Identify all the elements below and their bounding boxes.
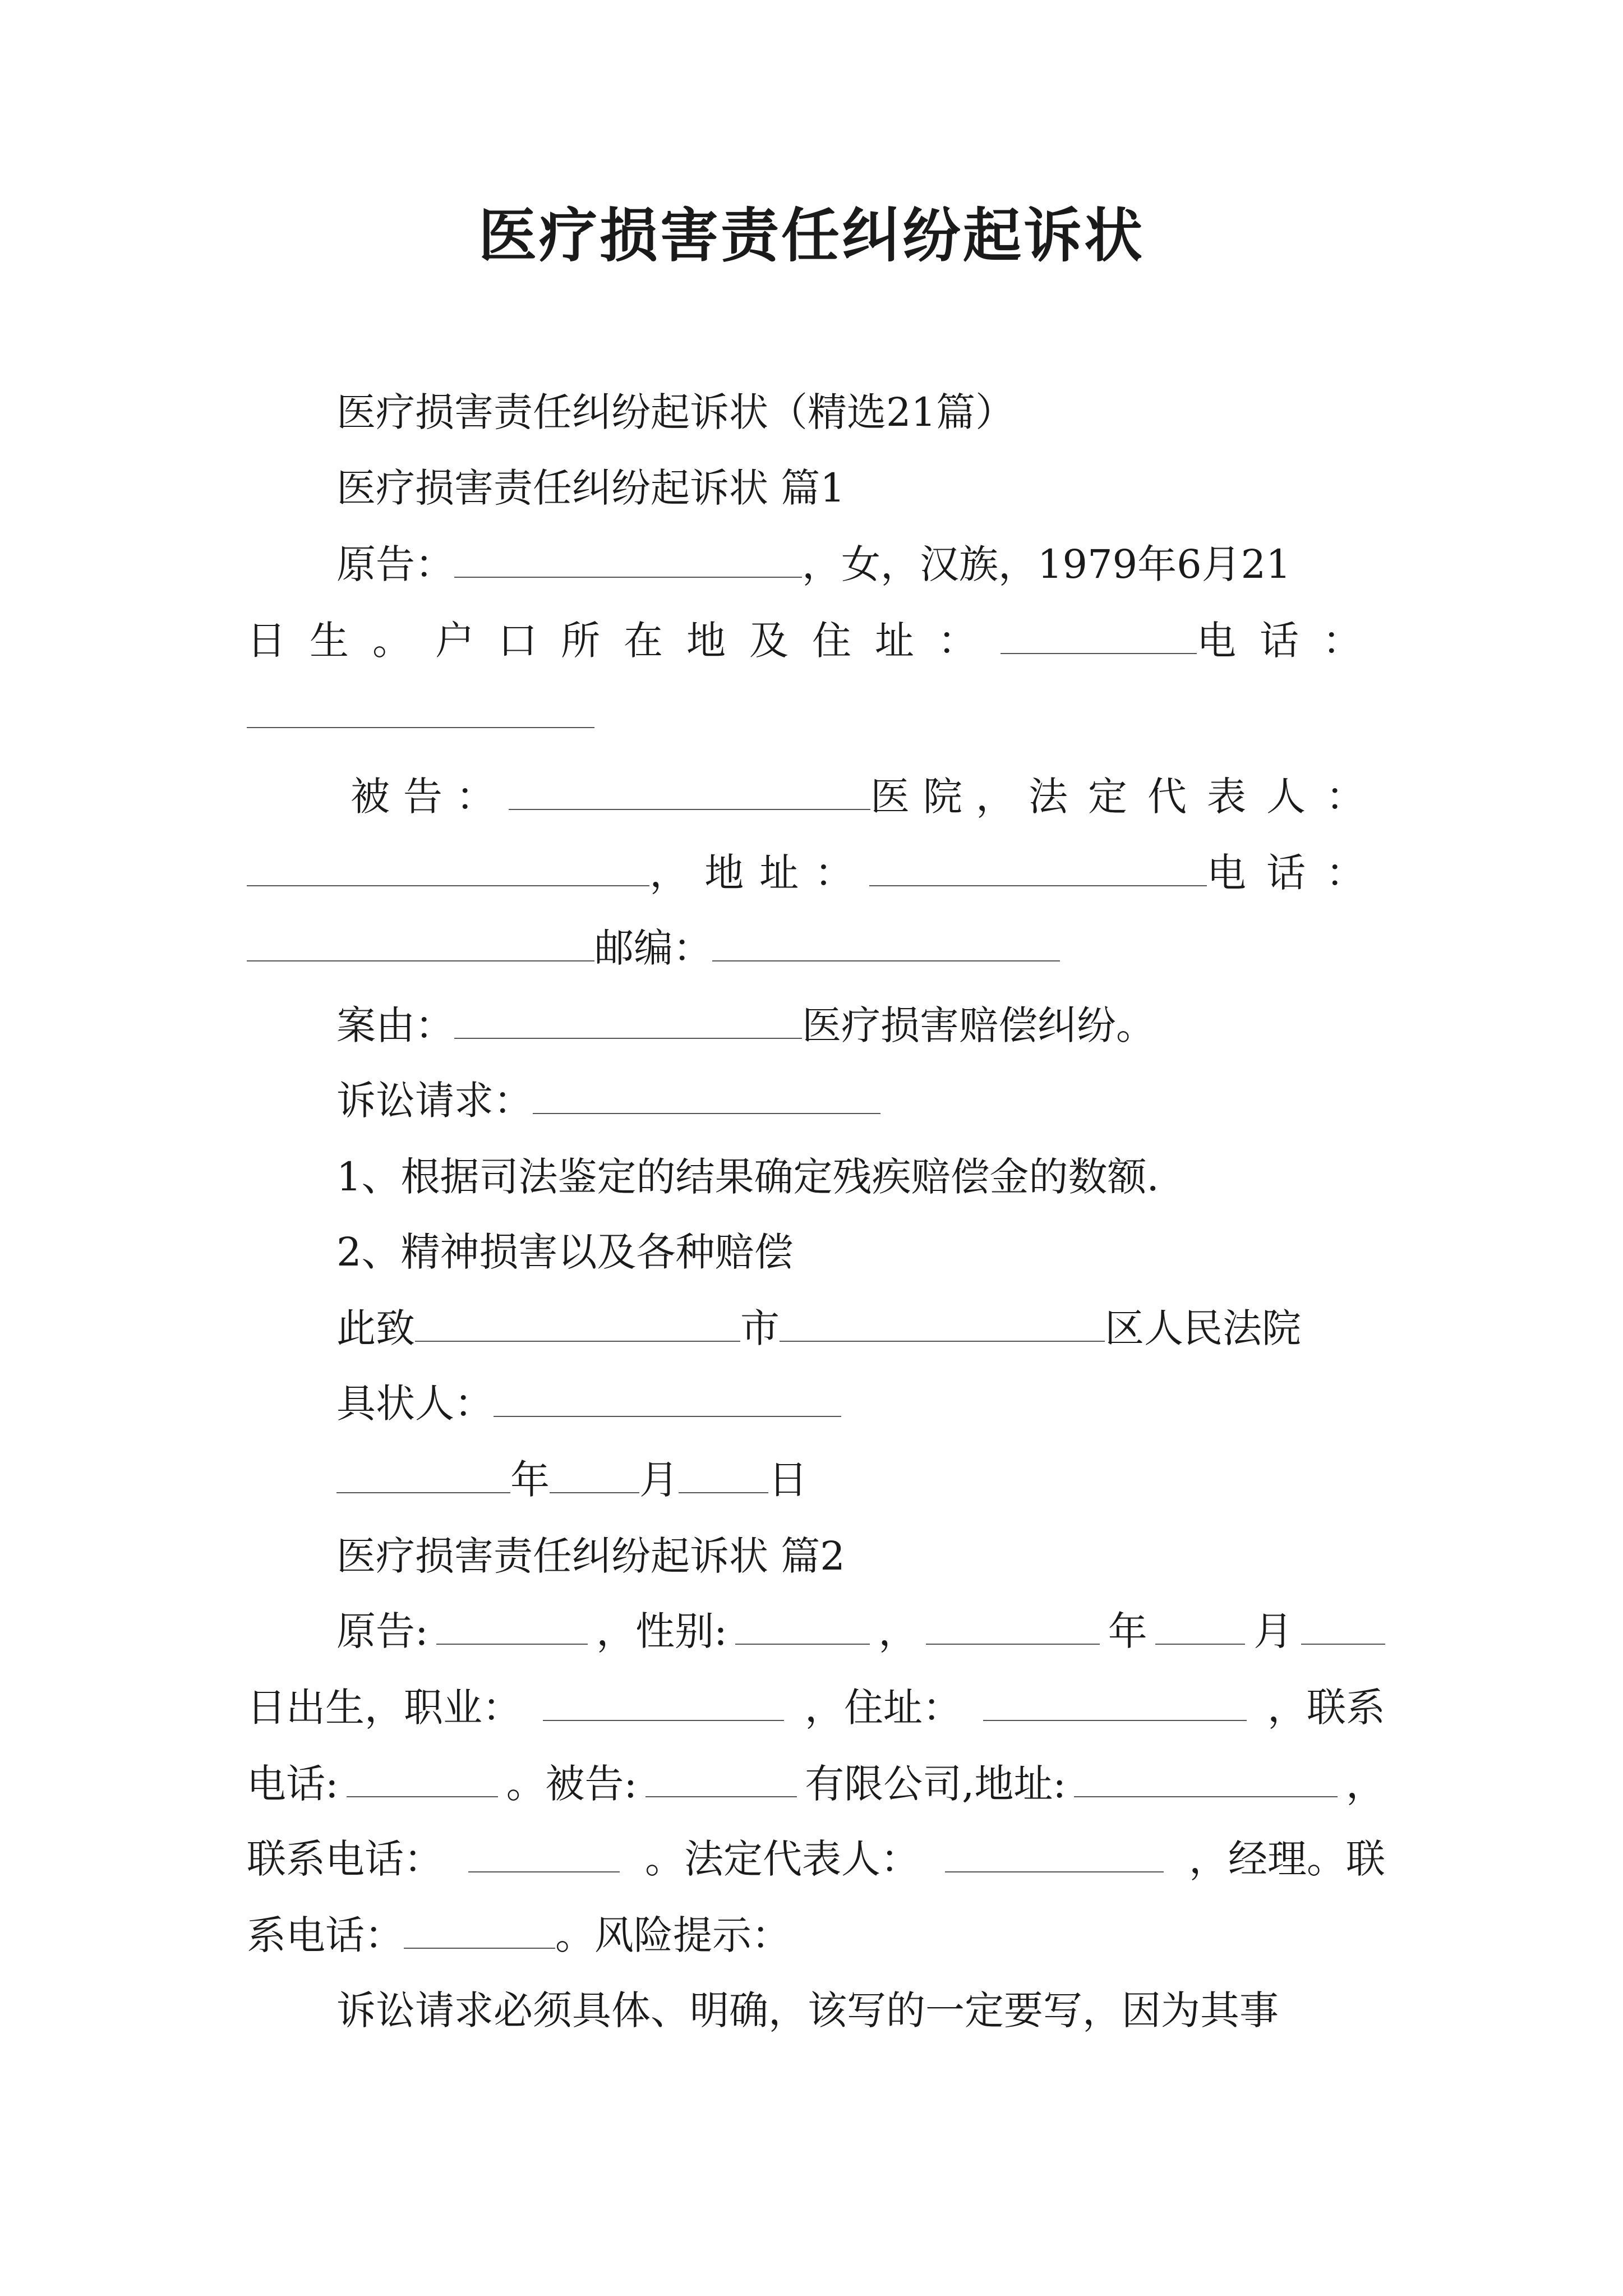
- day-label: 日: [768, 1457, 808, 1503]
- p2-contact-label: ，联系: [1267, 1685, 1385, 1731]
- year-blank: [336, 1457, 510, 1493]
- legal-rep-label: 法定代表人：: [1029, 774, 1385, 820]
- city-blank: [415, 1306, 740, 1342]
- p2-address-label: ，住址：: [805, 1685, 962, 1731]
- p2-gender-blank: [735, 1609, 870, 1645]
- birth-suffix: 日生。: [247, 618, 435, 664]
- hospital-blank: [509, 774, 870, 810]
- salutation-court: 区人民法院: [1105, 1305, 1301, 1351]
- p2-phone-label: 电话:: [247, 1761, 339, 1807]
- claim-1: 1、根据司法鉴定的结果确定残疾赔偿金的数额.: [336, 1154, 1159, 1200]
- p2-risk-line: [247, 1907, 791, 1963]
- section-heading-1: 医疗损害责任纠纷起诉状 篇1: [336, 465, 845, 511]
- claims-blank: [533, 1078, 880, 1114]
- signer-blank: [494, 1381, 841, 1417]
- p2-manager-label: ，经理。联: [1189, 1836, 1385, 1882]
- p2-contact-phone-blank: [468, 1837, 620, 1872]
- salutation-line: [336, 1300, 1301, 1356]
- claims-line: [336, 1073, 880, 1129]
- p2-gender-label: ，性别:: [596, 1608, 727, 1654]
- postcode-line: [247, 920, 1060, 976]
- defendant-line: [351, 769, 1385, 825]
- address-blank: [869, 850, 1207, 886]
- phone-blank-line: [247, 687, 594, 743]
- claim-2: 2、精神损害以及各种赔偿: [336, 1229, 794, 1275]
- p2-comma: ，: [878, 1608, 918, 1654]
- p2-risk-label: 。风险提示：: [555, 1912, 791, 1958]
- postcode-label: 邮编：: [594, 925, 712, 971]
- p2-last-line: 诉讼请求必须具体、明确，该写的一定要写，因为其事: [336, 1987, 1279, 2033]
- district-blank: [780, 1306, 1105, 1342]
- date-line: [336, 1452, 808, 1508]
- salutation-prefix: 此致: [336, 1305, 415, 1351]
- signer-line: [336, 1375, 841, 1432]
- residence-blank: [1000, 618, 1197, 654]
- legal-rep-blank: [247, 850, 649, 886]
- p2-company-label: 有限公司,地址:: [805, 1761, 1066, 1807]
- p2-month-blank: [1155, 1609, 1245, 1645]
- month-label: 月: [639, 1457, 679, 1503]
- phone-label: 电话：: [1197, 618, 1385, 664]
- year-label: 年: [510, 1457, 550, 1503]
- p2-contact-phone-blank-2: [404, 1913, 555, 1949]
- phone-blank: [247, 692, 594, 728]
- p2-job-line: [247, 1680, 1385, 1736]
- residence-line: [247, 613, 1385, 669]
- plaintiff-line: [336, 536, 1291, 592]
- plaintiff-name-blank: [454, 542, 802, 578]
- document-subtitle: 医疗损害责任纠纷起诉状（精选21篇）: [336, 389, 1015, 435]
- p2-job-blank: [543, 1685, 784, 1721]
- month-blank: [550, 1457, 639, 1493]
- p2-legal-rep-blank: [945, 1837, 1164, 1872]
- p2-phone-blank: [347, 1761, 498, 1797]
- p2-phone-line: [247, 1756, 1385, 1812]
- plaintiff-info: ，女，汉族，1979年6月21: [802, 541, 1291, 587]
- p2-comma-2: ，: [1345, 1761, 1385, 1807]
- defendant-label: 被告：: [351, 774, 509, 820]
- p2-birth-job: 日出生，职业：: [247, 1685, 522, 1731]
- p2-day-blank: [1301, 1609, 1385, 1645]
- cause-label: 案由：: [336, 1002, 454, 1048]
- postcode-blank: [712, 926, 1060, 961]
- p2-month-label: 月: [1253, 1608, 1293, 1654]
- p2-year-blank: [926, 1609, 1100, 1645]
- p2-plaintiff-line: [336, 1603, 1385, 1659]
- plaintiff-label: 原告：: [336, 541, 454, 587]
- section-heading-2: 医疗损害责任纠纷起诉状 篇2: [336, 1533, 845, 1579]
- hospital-suffix: 医院，: [870, 774, 1029, 820]
- p2-plaintiff-blank: [436, 1609, 588, 1645]
- cause-blank: [454, 1003, 802, 1039]
- residence-label: 户口所在地及住址：: [435, 618, 1000, 664]
- signer-label: 具状人：: [336, 1381, 494, 1427]
- p2-legal-rep-label: 。法定代表人：: [645, 1836, 920, 1882]
- claims-label: 诉讼请求：: [336, 1078, 533, 1124]
- p2-address-blank: [983, 1685, 1247, 1721]
- cause-suffix: 医疗损害赔偿纠纷。: [802, 1002, 1155, 1048]
- p2-plaintiff-label: 原告:: [336, 1608, 428, 1654]
- p2-year-label: 年: [1108, 1608, 1147, 1654]
- p2-contact-phone-label-2: 系电话：: [247, 1912, 404, 1958]
- address-line: [247, 845, 1385, 901]
- salutation-city: 市: [740, 1305, 780, 1351]
- phone-label-2: 电话：: [1207, 850, 1385, 896]
- cause-line: [336, 997, 1155, 1053]
- phone-blank-2: [247, 926, 594, 961]
- p2-company-blank: [645, 1761, 797, 1797]
- address-label: ，地址：: [649, 850, 870, 896]
- document-title: 医疗损害责任纠纷起诉状: [478, 201, 1145, 270]
- p2-defendant-label: 。被告:: [506, 1761, 638, 1807]
- day-blank: [679, 1457, 768, 1493]
- p2-contact-phone-label: 联系电话：: [247, 1836, 443, 1882]
- p2-legal-rep-line: [247, 1831, 1385, 1887]
- p2-company-address-blank: [1074, 1761, 1338, 1797]
